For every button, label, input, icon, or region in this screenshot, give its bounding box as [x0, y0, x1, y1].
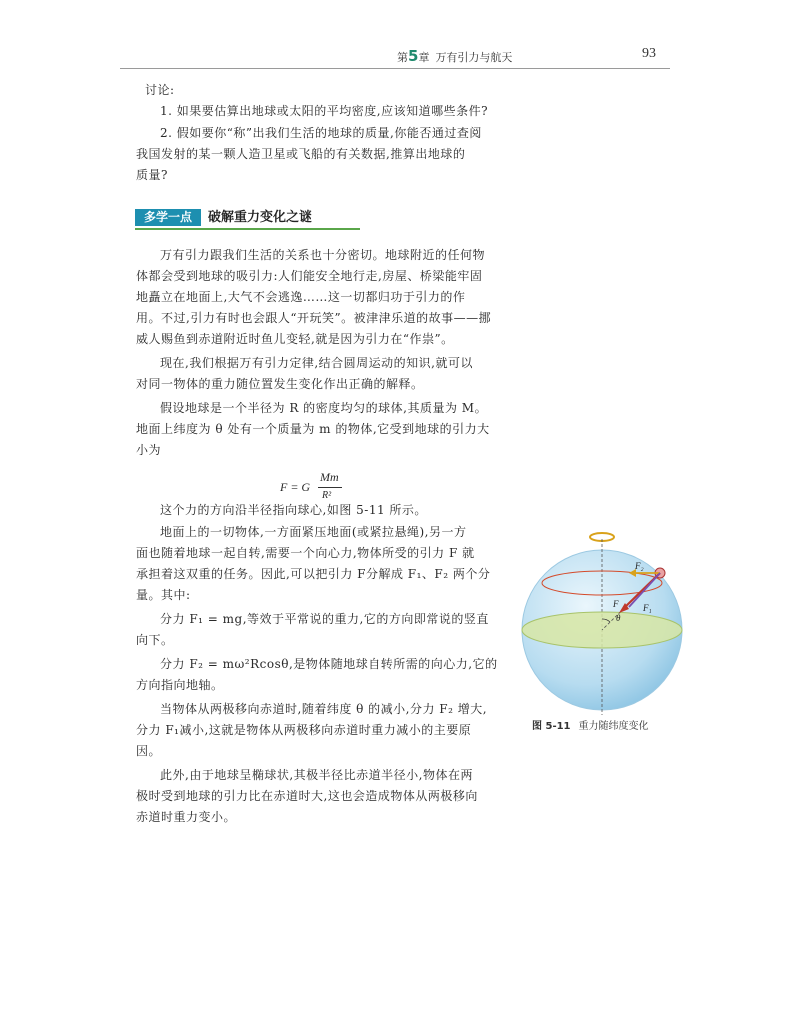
- discussion-q1: 1. 如果要估算出地球或太阳的平均密度,应该知道哪些条件?: [160, 104, 489, 118]
- paragraph-line: 地面上的一切物体,一方面紧压地面(或紧拉悬绳),另一方: [160, 525, 467, 539]
- paragraph-line: 方向指向地轴。: [136, 678, 224, 692]
- label-f1: F₁: [643, 603, 652, 613]
- chapter-title: 万有引力与航天: [435, 51, 513, 64]
- paragraph-line: 面也随着地球一起自转,需要一个向心力,物体所受的引力 F 就: [136, 546, 475, 560]
- paragraph-line: 赤道时重力变小。: [136, 810, 237, 824]
- paragraph-line: 当物体从两极移向赤道时,随着纬度 θ 的减小,分力 F₂ 增大,: [160, 702, 488, 716]
- label-f: F: [613, 599, 619, 609]
- paragraph-line: 极时受到地球的引力比在赤道时大,这也会造成物体从两极移向: [136, 789, 478, 803]
- label-f2: F₂: [635, 561, 644, 571]
- earth-gravity-figure: [515, 525, 690, 715]
- chapter-suffix: 章: [418, 51, 430, 64]
- fraction-bar: [318, 487, 342, 488]
- paragraph-line: 分力 F₁减小,这就是物体从两极移向赤道时重力减小的主要原: [136, 723, 472, 737]
- discussion-q2-line: 质量?: [136, 168, 168, 182]
- section-underline: [135, 228, 360, 230]
- paragraph-line: 因。: [136, 744, 162, 758]
- paragraph-line: 现在,我们根据万有引力定律,结合圆周运动的知识,就可以: [160, 356, 473, 370]
- figure-caption-text: 重力随纬度变化: [578, 721, 649, 732]
- paragraph-line: 这个力的方向沿半径指向球心,如图 5-11 所示。: [160, 503, 427, 517]
- discussion-q2-line: 我国发射的某一颗人造卫星或飞船的有关数据,推算出地球的: [136, 147, 466, 161]
- chapter-prefix: 第: [397, 51, 408, 64]
- paragraph-line: 威人赐鱼到赤道附近时鱼儿变轻,就是因为引力在“作祟”。: [136, 332, 454, 346]
- formula-lhs: F = G: [280, 480, 311, 494]
- figure-caption: [532, 717, 649, 732]
- chapter-label: [397, 47, 512, 65]
- paragraph-line: 承担着这双重的任务。因此,可以把引力 F分解成 F₁、F₂ 两个分: [136, 567, 491, 581]
- paragraph-line: 分力 F₁ = mg,等效于平常说的重力,它的方向即常说的竖直: [160, 612, 489, 626]
- page-header: [120, 44, 670, 69]
- discussion-q2-line: 2. 假如要你“称”出我们生活的地球的质量,你能否通过查阅: [160, 126, 482, 140]
- chapter-number: 5: [408, 47, 419, 65]
- paragraph-line: 分力 F₂ = mω²Rcosθ,是物体随地球自转所需的向心力,它的: [160, 657, 498, 671]
- paragraph-line: 量。其中:: [136, 588, 191, 602]
- paragraph-line: 体都会受到地球的吸引力:人们能安全地行走,房屋、桥梁能牢固: [136, 269, 483, 283]
- paragraph-line: 此外,由于地球呈椭球状,其极半径比赤道半径小,物体在两: [160, 768, 473, 782]
- figure-caption-label: 图 5-11: [532, 721, 571, 732]
- label-theta: θ: [616, 613, 621, 623]
- paragraph-line: 地面上纬度为 θ 处有一个质量为 m 的物体,它受到地球的引力大: [136, 422, 490, 436]
- paragraph-line: 小为: [136, 443, 162, 457]
- paragraph-line: 万有引力跟我们生活的关系也十分密切。地球附近的任何物: [160, 248, 486, 262]
- discussion-heading: 讨论:: [145, 83, 175, 97]
- section-title: 破解重力变化之谜: [208, 210, 313, 225]
- section-badge: 多学一点: [135, 209, 201, 226]
- paragraph-line: 对同一物体的重力随位置发生变化作出正确的解释。: [136, 377, 424, 391]
- paragraph-line: 地矗立在地面上,大气不会逃逸……这一切都归功于引力的作: [136, 290, 466, 304]
- paragraph-line: 向下。: [136, 633, 174, 647]
- paragraph-line: 假设地球是一个半径为 R 的密度均匀的球体,其质量为 M。: [160, 401, 488, 415]
- page-number: 93: [642, 46, 656, 61]
- formula-denominator: R²: [322, 490, 332, 501]
- paragraph-line: 用。不过,引力有时也会跟人“开玩笑”。被津津乐道的故事——挪: [136, 311, 492, 325]
- formula-numerator: Mm: [320, 470, 339, 484]
